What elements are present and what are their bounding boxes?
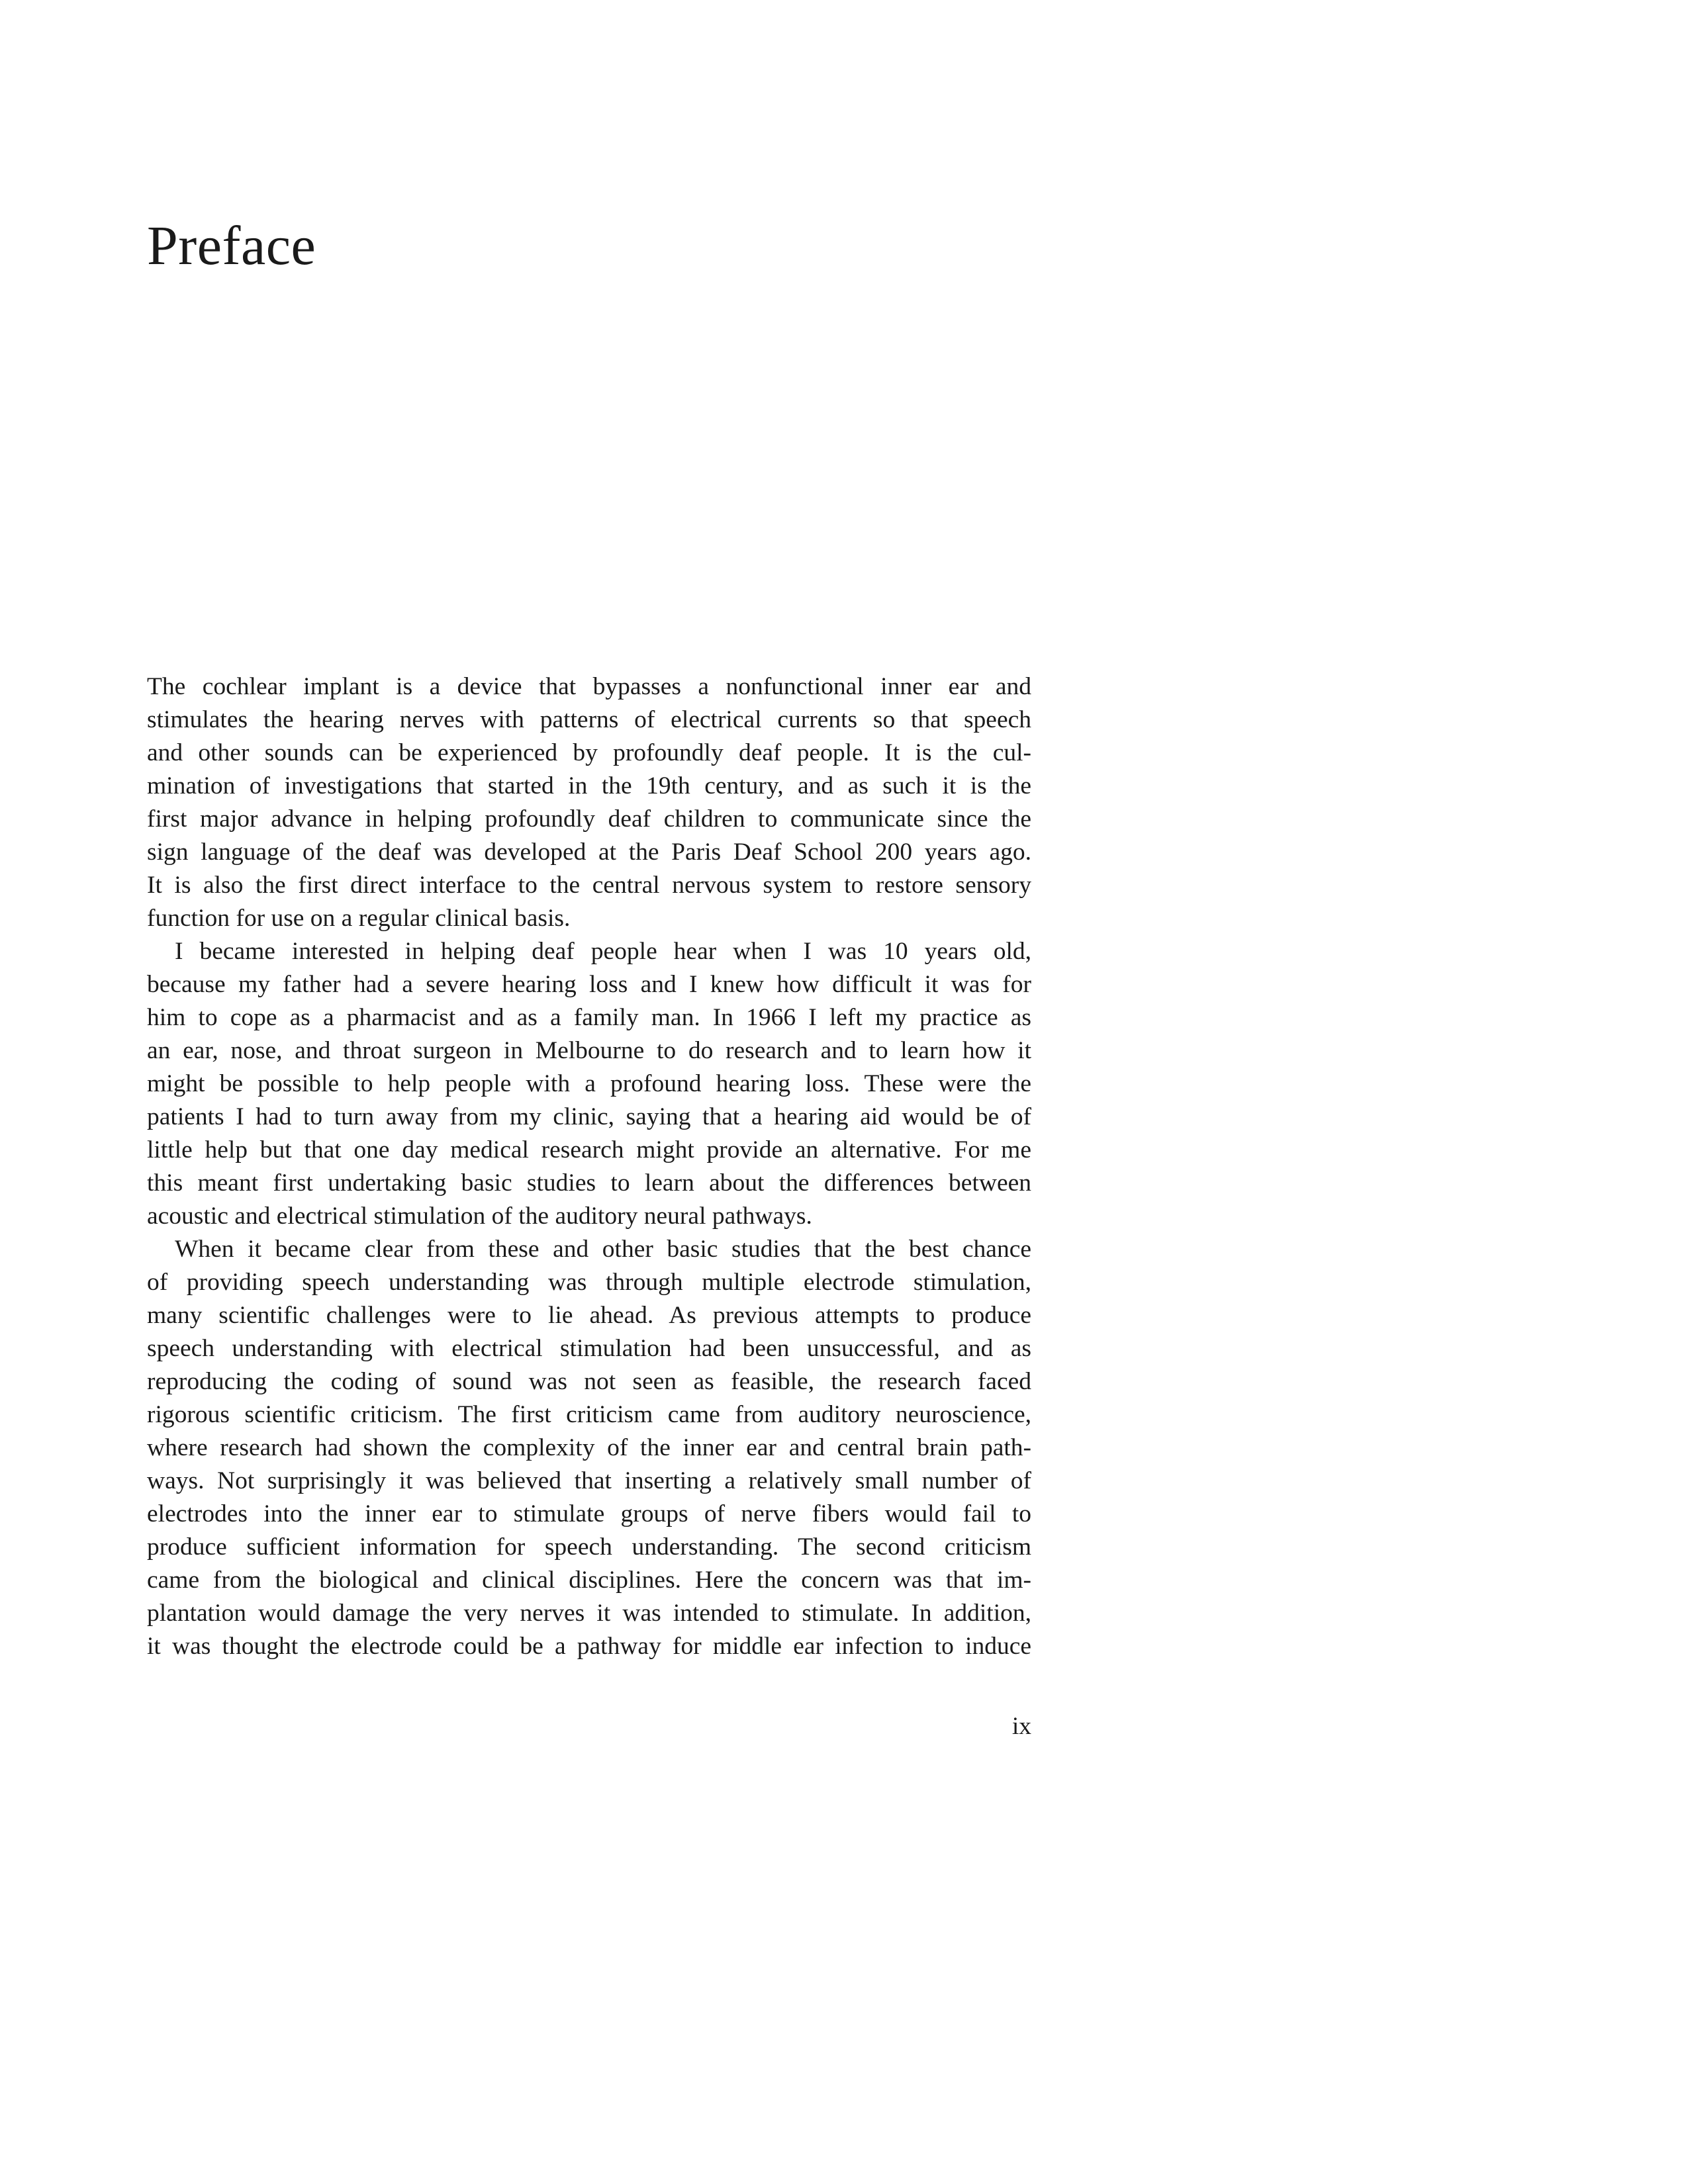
text-line: acoustic and electrical stimulation of the auditory neural pathways. bbox=[147, 1203, 812, 1230]
text-line: The cochlear implant is a device that bypasses a nonfunctional inner ear and bbox=[147, 673, 1031, 700]
text-line: an ear, nose, and throat surgeon in Melbourne to do research and to learn how it bbox=[147, 1037, 1031, 1064]
text-line: and other sounds can be experienced by profoundly deaf people. It is the cul- bbox=[147, 739, 1031, 766]
text-line: reproducing the coding of sound was not seen as feasible, the research faced bbox=[147, 1368, 1031, 1395]
paragraph-1 bbox=[147, 670, 1031, 935]
body-text bbox=[147, 670, 1031, 1663]
text-line: speech understanding with electrical stimulation had been unsuccessful, and as bbox=[147, 1335, 1031, 1362]
text-line: rigorous scientific criticism. The first criticism came from auditory neuroscience, bbox=[147, 1401, 1031, 1428]
text-line: first major advance in helping profoundly deaf children to communicate since the bbox=[147, 805, 1031, 833]
text-line: it was thought the electrode could be a pathway for middle ear infection to induce bbox=[147, 1633, 1031, 1660]
text-line: function for use on a regular clinical basis. bbox=[147, 905, 571, 932]
text-line: electrodes into the inner ear to stimulate groups of nerve fibers would fail to bbox=[147, 1500, 1031, 1527]
text-line: many scientific challenges were to lie ahead. As previous attempts to produce bbox=[147, 1302, 1031, 1329]
text-line: stimulates the hearing nerves with patterns of electrical currents so that speech bbox=[147, 706, 1031, 733]
text-line: sign language of the deaf was developed at the Paris Deaf School 200 years ago. bbox=[147, 839, 1031, 866]
text-line: It is also the first direct interface to the central nervous system to restore sensory bbox=[147, 872, 1031, 899]
text-line: because my father had a severe hearing loss and I knew how difficult it was for bbox=[147, 971, 1031, 998]
text-line: of providing speech understanding was through multiple electrode stimulation, bbox=[147, 1269, 1031, 1296]
text-line: little help but that one day medical research might provide an alternative. For me bbox=[147, 1136, 1031, 1163]
text-line: When it became clear from these and other basic studies that the best chance bbox=[175, 1236, 1031, 1263]
text-line: came from the biological and clinical disciplines. Here the concern was that im- bbox=[147, 1567, 1031, 1594]
text-line: I became interested in helping deaf people hear when I was 10 years old, bbox=[175, 938, 1031, 965]
text-line: him to cope as a pharmacist and as a family man. In 1966 I left my practice as bbox=[147, 1004, 1031, 1031]
chapter-title: Preface bbox=[147, 215, 316, 277]
text-line: mination of investigations that started in the 19th century, and as such it is the bbox=[147, 772, 1031, 799]
text-line: this meant first undertaking basic studies to learn about the differences between bbox=[147, 1169, 1031, 1197]
text-line: plantation would damage the very nerves it was intended to stimulate. In addition, bbox=[147, 1600, 1031, 1627]
page-number: ix bbox=[1011, 1713, 1031, 1740]
text-line: produce sufficient information for speech understanding. The second criticism bbox=[147, 1533, 1031, 1561]
text-line: patients I had to turn away from my clinic, saying that a hearing aid would be of bbox=[147, 1103, 1031, 1130]
text-line: ways. Not surprisingly it was believed that inserting a relatively small number of bbox=[147, 1467, 1031, 1494]
text-line: where research had shown the complexity of the inner ear and central brain path- bbox=[147, 1434, 1031, 1461]
paragraph-3 bbox=[147, 1233, 1031, 1663]
text-line: might be possible to help people with a profound hearing loss. These were the bbox=[147, 1070, 1031, 1097]
paragraph-2 bbox=[147, 935, 1031, 1233]
